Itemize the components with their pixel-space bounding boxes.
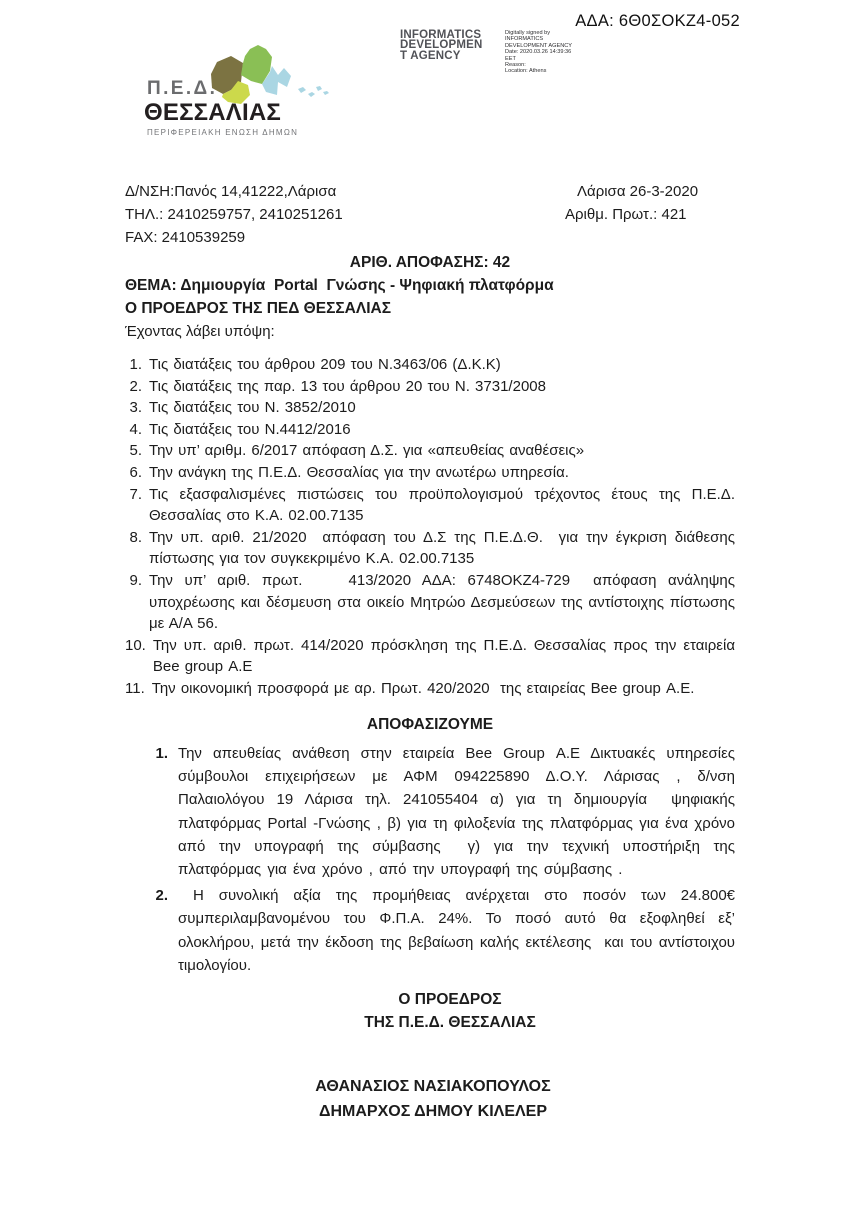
contact-phone: ΤΗΛ.: 2410259757, 2410251261 — [125, 205, 343, 223]
decision-preamble: Έχοντας λάβει υπόψη: — [125, 323, 275, 340]
consideration-text: Την οικονομική προσφορά με αρ. Πρωτ. 420/2020 της εταιρείας Bee group Α.Ε. — [151, 679, 695, 697]
contact-address: Δ/ΝΣΗ:Πανός 14,41222,Λάρισα — [125, 183, 337, 200]
map-islands-sporades — [298, 86, 329, 97]
consideration-number: 5. — [129, 442, 142, 460]
consideration-item — [125, 527, 741, 570]
consideration-text: Την υπ’ αριθμ. 6/2017 απόφαση Δ.Σ. για «απευθείας αναθέσεις» — [149, 442, 585, 460]
signatory-role: ΔΗΜΑΡΧΟΣ ΔΗΜΟΥ ΚΙΛΕΛΕΡ — [318, 1103, 548, 1120]
ada-code: ΑΔΑ: 6Θ0ΣΟΚΖ4-052 — [575, 12, 740, 30]
consideration-item — [125, 354, 735, 376]
signature-title-line1: Ο ΠΡΟΕΔΡΟΣ — [398, 991, 502, 1008]
consideration-item — [125, 484, 741, 527]
consideration-text: Την υπ. αριθ. 21/2020 απόφαση του Δ.Σ της Π.Ε.Δ.Θ. για την έγκριση διάθεσης πίστωσης για τον συγκεκριμένο Κ.Α. 02.00.7135 — [149, 528, 741, 568]
consideration-text: Τις εξασφαλισμένες πιστώσεις του προϋπολογισμού τρέχοντος έτους της Π.Ε.Δ. Θεσσαλίας στο Κ.Α. 02.00.7135 — [149, 485, 741, 525]
consideration-number: 3. — [129, 399, 142, 417]
consideration-item — [125, 570, 741, 635]
consideration-number: 9. — [129, 571, 142, 589]
consideration-item — [125, 440, 735, 462]
decision-subject: ΘΕΜΑ: Δημιουργία Portal Γνώσης - Ψηφιακή πλατφόρμα — [125, 277, 554, 294]
stamp-detail-line: Digitally signed by — [505, 30, 551, 36]
resolution-number: 2. — [155, 887, 168, 905]
verdict-heading: ΑΠΟΦΑΣΙΖΟΥΜΕ — [366, 716, 494, 733]
consideration-number: 11. — [125, 679, 145, 697]
resolution-item — [152, 884, 742, 977]
consideration-item — [125, 419, 735, 441]
consideration-item — [125, 678, 735, 700]
resolution-text: Την απευθείας ανάθεση στην εταιρεία Bee Group Α.Ε Δικτυακές υπηρεσίες σύμβουλοι επιχειρήσεων με ΑΦΜ 094225890 Δ.Ο.Υ. Λάρισας , δ/νση Παλαιολόγου 19 Λάρισα τηλ. 241055404 α) για τη δημιουργία ψηφιακής πλατφόρμας Portal -Γνώσης , β) για τη φιλοξενία της πλατφόρμας για ένα χρόνο από την υπογραφή της σύμβασης γ) για την τεχνική υποστήριξη της πλατφόρμας για ένα χρόνο , από την υπογραφή της σύμβασης . — [178, 745, 742, 879]
resolution-text: Η συνολική αξία της προμήθειας ανέρχεται στο ποσόν των 24.800€ συμπεριλαμβανομένου του Φ.Π.Α. 24%. Το ποσό αυτό θα εξοφληθεί εξ’ ολοκλήρου, μετά την έκδοση της βεβαίωση καλής εκτέλεσης και του αντίστοιχου τιμολογίου. — [178, 887, 742, 974]
digital-signature-agency — [400, 30, 504, 61]
consideration-number: 8. — [129, 528, 142, 546]
consideration-item — [125, 376, 735, 398]
consideration-number: 4. — [129, 420, 142, 438]
consideration-text: Τις διατάξεις του άρθρου 209 του Ν.3463/06 (Δ.Κ.Κ) — [149, 356, 501, 373]
stamp-detail-line: Date: 2020.03.26 14:39:36 — [505, 49, 572, 56]
consideration-item — [125, 462, 735, 484]
stamp-agency-line: T AGENCY — [400, 49, 461, 62]
stamp-agency-line: DEVELOPMEN — [400, 39, 483, 52]
signatory-block — [128, 1074, 738, 1124]
logo-subtitle: ΠΕΡΙΦΕΡΕΙΑΚΗ ΕΝΩΣΗ ΔΗΜΩΝ — [147, 128, 299, 137]
consideration-number: 10. — [125, 636, 146, 654]
consideration-text: Τις διατάξεις της παρ. 13 του άρθρου 20 του Ν. 3731/2008 — [149, 377, 546, 395]
signatory-name: ΑΘΑΝΑΣΙΟΣ ΝΑΣΙΑΚΟΠΟΥΛΟΣ — [315, 1078, 551, 1095]
contact-fax: FAX: 2410539259 — [125, 228, 246, 246]
consideration-number: 2. — [129, 377, 142, 395]
protocol-number: Αριθμ. Πρωτ.: 421 — [565, 205, 687, 223]
signature-title-block — [145, 988, 755, 1034]
stamp-detail-line: Location: Athens — [505, 68, 547, 75]
stamp-detail-line: Reason: — [505, 62, 526, 69]
decision-issuer: Ο ΠΡΟΕΔΡΟΣ ΤΗΣ ΠΕΔ ΘΕΣΣΑΛΙΑΣ — [125, 300, 392, 317]
consideration-text: Την ανάγκη της Π.Ε.Δ. Θεσσαλίας για την ανωτέρω υπηρεσία. — [149, 463, 569, 481]
resolutions-list — [125, 742, 742, 980]
ped-thessalias-logo — [125, 40, 340, 158]
consideration-number: 1. — [129, 356, 142, 373]
consideration-number: 6. — [129, 463, 142, 481]
contact-info — [125, 181, 343, 249]
digital-signature-details — [505, 30, 595, 75]
decision-body — [125, 252, 742, 1124]
protocol-info — [565, 181, 698, 227]
stamp-detail-line: DEVELOPMENT AGENCY — [505, 42, 573, 49]
logo-acronym: Π.Ε.Δ. — [147, 78, 218, 99]
considerations-list — [125, 354, 741, 700]
consideration-text: Τις διατάξεις του Ν. 3852/2010 — [149, 399, 356, 417]
stamp-agency-line: INFORMATICS — [400, 29, 482, 41]
consideration-item — [125, 397, 735, 419]
resolution-item — [152, 742, 742, 881]
city-date: Λάρισα 26-3-2020 — [577, 183, 699, 200]
logo-name: ΘΕΣΣΑΛΙΑΣ — [144, 99, 282, 126]
signature-title-line2: ΤΗΣ Π.Ε.Δ. ΘΕΣΣΑΛΙΑΣ — [364, 1014, 536, 1031]
stamp-detail-line: INFORMATICS — [505, 36, 544, 43]
consideration-item — [125, 635, 741, 678]
decision-number-title: ΑΡΙΘ. ΑΠΟΦΑΣΗΣ: 42 — [349, 254, 511, 271]
stamp-detail-line: EET — [505, 55, 516, 62]
consideration-text: Την υπ’ αριθ. πρωτ. 413/2020 ΑΔΑ: 6748ΟΚΖ4-729 απόφαση ανάληψης υποχρέωσης και δέσμευση στα οικείο Μητρώο Δεσμεύσεων της αντίστοιχης πίστωσης με Α/Α 56. — [149, 571, 741, 633]
resolution-number: 1. — [155, 745, 168, 762]
consideration-number: 7. — [129, 485, 142, 503]
consideration-text: Τις διατάξεις του Ν.4412/2016 — [149, 420, 351, 438]
consideration-text: Την υπ. αριθ. πρωτ. 414/2020 πρόσκληση της Π.Ε.Δ. Θεσσαλίας προς την εταιρεία Bee group Α.Ε — [152, 636, 741, 676]
